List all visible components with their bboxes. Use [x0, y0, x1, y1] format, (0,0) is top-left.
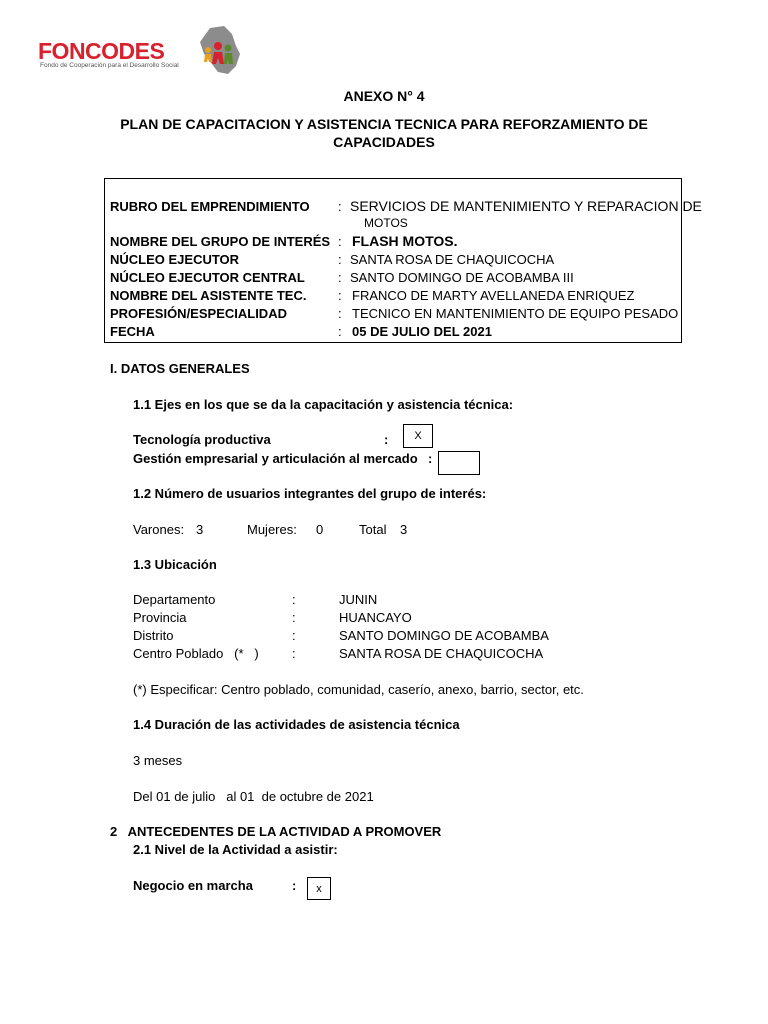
- total-value: 3: [400, 522, 408, 537]
- location-value-departamento: JUNIN: [339, 592, 378, 607]
- location-value-provincia: HUANCAYO: [339, 610, 412, 625]
- info-value-nucleo-central: SANTO DOMINGO DE ACOBAMBA III: [350, 270, 574, 285]
- section1-3-title: 1.3 Ubicación: [133, 557, 217, 572]
- section2-title: 2 ANTECEDENTES DE LA ACTIVIDAD A PROMOVER: [110, 824, 442, 839]
- section1-1-title: 1.1 Ejes en los que se da la capacitación y asistencia técnica:: [133, 397, 514, 412]
- location-sep: :: [292, 592, 296, 607]
- negocio-colon: :: [292, 878, 297, 893]
- tech-checkbox[interactable]: X: [403, 424, 433, 448]
- section1-title: I. DATOS GENERALES: [110, 361, 250, 376]
- section1-2-title: 1.2 Número de usuarios integrantes del grupo de interés:: [133, 486, 487, 501]
- info-value-fecha: 05 DE JULIO DEL 2021: [352, 324, 492, 339]
- varones-label: Varones:: [133, 522, 185, 537]
- info-sep: :: [338, 199, 342, 214]
- foncodes-logo: [36, 24, 246, 78]
- location-sep: :: [292, 628, 296, 643]
- tech-label: Tecnología productiva: [133, 432, 271, 447]
- mujeres-label: Mujeres:: [247, 522, 297, 537]
- info-sep: :: [338, 324, 342, 339]
- info-sep: :: [338, 306, 342, 321]
- info-value-rubro-cont: MOTOS: [364, 216, 408, 230]
- info-sep: :: [338, 234, 342, 249]
- duration-value: 3 meses: [133, 753, 183, 768]
- location-value-distrito: SANTO DOMINGO DE ACOBAMBA: [339, 628, 549, 643]
- gestion-checkbox[interactable]: [438, 451, 480, 475]
- varones-value: 3: [196, 522, 204, 537]
- location-sep: :: [292, 646, 296, 661]
- info-value-profesion: TECNICO EN MANTENIMIENTO DE EQUIPO PESADO: [352, 306, 679, 321]
- negocio-label: Negocio en marcha: [133, 878, 253, 893]
- section2-1-title: 2.1 Nivel de la Actividad a asistir:: [133, 842, 338, 857]
- logo-subtitle: Fondo de Cooperación para el Desarrollo Social: [40, 62, 179, 69]
- location-label-departamento: Departamento: [133, 592, 216, 607]
- mujeres-value: 0: [316, 522, 324, 537]
- plan-title-line2: CAPACIDADES: [333, 134, 435, 150]
- info-value-nucleo: SANTA ROSA DE CHAQUICOCHA: [350, 252, 555, 267]
- info-label-fecha: FECHA: [110, 324, 155, 339]
- location-note: (*) Especificar: Centro poblado, comunidad, caserío, anexo, barrio, sector, etc.: [133, 682, 584, 697]
- info-value-rubro: SERVICIOS DE MANTENIMIENTO Y REPARACION DE: [350, 198, 702, 214]
- location-label-distrito: Distrito: [133, 628, 174, 643]
- info-sep: :: [338, 252, 342, 267]
- info-label-nucleo: NÚCLEO EJECUTOR: [110, 252, 240, 267]
- gestion-label: Gestión empresarial y articulación al mercado: [133, 451, 418, 466]
- plan-title-line1: PLAN DE CAPACITACION Y ASISTENCIA TECNICA PARA REFORZAMIENTO DE: [120, 116, 648, 132]
- peru-map-icon: [196, 24, 242, 78]
- info-sep: :: [338, 288, 342, 303]
- info-label-asistente: NOMBRE DEL ASISTENTE TEC.: [110, 288, 307, 303]
- negocio-checkbox[interactable]: x: [307, 877, 331, 900]
- period-value: Del 01 de julio al 01 de octubre de 2021: [133, 789, 374, 804]
- info-value-asistente: FRANCO DE MARTY AVELLANEDA ENRIQUEZ: [352, 288, 635, 303]
- info-label-rubro: RUBRO DEL EMPRENDIMIENTO: [110, 199, 310, 214]
- annex-title: ANEXO N° 4: [343, 88, 425, 104]
- info-label-nucleo-central: NÚCLEO EJECUTOR CENTRAL: [110, 270, 305, 285]
- location-value-centro-poblado: SANTA ROSA DE CHAQUICOCHA: [339, 646, 544, 661]
- location-sep: :: [292, 610, 296, 625]
- tech-colon: :: [384, 432, 389, 447]
- info-label-grupo: NOMBRE DEL GRUPO DE INTERÉS: [110, 234, 331, 249]
- gestion-colon: :: [428, 451, 433, 466]
- info-label-profesion: PROFESIÓN/ESPECIALIDAD: [110, 306, 287, 321]
- section1-4-title: 1.4 Duración de las actividades de asistencia técnica: [133, 717, 460, 732]
- location-label-centro-poblado: Centro Poblado (* ): [133, 646, 259, 661]
- info-value-grupo: FLASH MOTOS.: [352, 233, 458, 249]
- logo-name: FONCODES: [38, 38, 165, 64]
- total-label: Total: [359, 522, 387, 537]
- location-label-provincia: Provincia: [133, 610, 187, 625]
- info-sep: :: [338, 270, 342, 285]
